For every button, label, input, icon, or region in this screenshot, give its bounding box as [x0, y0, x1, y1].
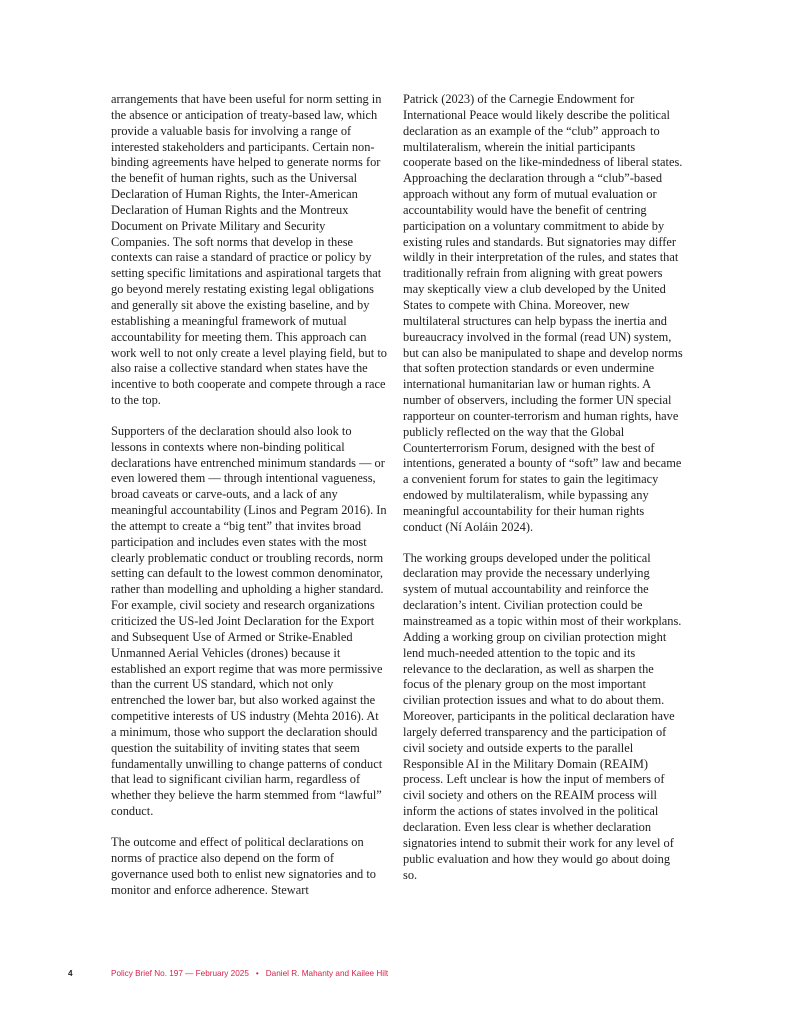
left-paragraph-3: The outcome and effect of political declarations on norms of practice also depend on the form of governance used both to enlist new signatories and to monitor and enforce adherence. Stewart: [111, 834, 376, 897]
footer-authors: Daniel R. Mahanty and Kailee Hilt: [265, 969, 389, 978]
right-column: [403, 92, 683, 898]
left-column: [111, 92, 387, 913]
left-paragraph-1: arrangements that have been useful for norm setting in the absence or anticipation of treaty-based law, which provide a valuable basis for involving a range of interested stakeholders and participants. Certain non-binding agreements have helped to generate norms for the benefit of human rights, such as the Universal Declaration of Human Rights, the Inter-American Declaration of Human Rights and the Montreux Document on Private Military and Security Companies. The soft norms that develop in these contexts can raise a standard of practice or policy by setting specific limitations and aspirational targets that go beyond merely restating existing legal obligations and generally sit above the existing baseline, and by establishing a meaningful framework of mutual accountability for meeting them. This approach can work well to not only create a level playing field, but to also raise a collective standard when states have the incentive to both cooperate and compete through a race to the top.: [111, 92, 387, 408]
footer-citation: [111, 967, 388, 981]
right-paragraph-2: The working groups developed under the political declaration may provide the necessary underlying system of mutual accountability and reinforce the declaration’s intent. Civilian protection could be mainstreamed as a topic within most of their workplans. Adding a working group on civilian protection might lend much-needed attention to the topic and its relevance to the declaration, as well as sharpen the focus of the plenary group on the most important civilian protection issues and what to do about them. Moreover, participants in the political declaration have largely deferred transparency and the participation of civil society and outside experts to the parallel Responsible AI in the Military Domain (REAIM) process. Left unclear is how the input of members of civil society and others on the REAIM process will inform the actions of states involved in the political declaration. Even less clear is whether declaration signatories intend to submit their work for any level of public evaluation and how they would go about doing so.: [403, 550, 682, 882]
left-paragraph-2: Supporters of the declaration should also look to lessons in contexts where non-binding political declarations have entrenched minimum standards — or even lowered them — through intentional vagueness, broad caveats or carve-outs, and a lack of any meaningful accountability (Linos and Pegram 2016). In the attempt to create a “big tent” that invites broad participation and includes even states with the most clearly problematic conduct or troubling records, norm setting can default to the lowest common denominator, rather than modelling and upholding a higher standard. For example, civil society and research organizations criticized the US-led Joint Declaration for the Export and Subsequent Use of Armed or Strike-Enabled Unmanned Aerial Vehicles (drones) because it established an export regime that was more permissive than the current US standard, which not only entrenched the lower bar, but also worked against the competitive interests of US industry (Mehta 2016). At a minimum, those who support the declaration should question the suitability of inviting states that seem fundamentally unwilling to change patterns of conduct that lead to significant civilian harm, regardless of whether they believe the harm stemmed from “lawful” conduct.: [111, 423, 387, 819]
right-paragraph-1: Patrick (2023) of the Carnegie Endowment for International Peace would likely describe the political declaration as an example of the “club” approach to multilateralism, wherein the initial participants cooperate based on the like-mindedness of liberal states. Approaching the declaration through a “club”-based approach without any form of mutual evaluation or accountability would have the benefit of centring participation on a voluntary commitment to abide by existing rules and standards. But signatories may differ wildly in their interpretation of the rules, and states that traditionally refrain from aligning with great powers may skeptically view a club developed by the United States to compete with China. Moreover, new multilateral structures can help bypass the inertia and bureaucracy involved in the formal (read UN) system, but can also be manipulated to shape and develop norms that soften protection standards or even undermine international humanitarian law or human rights. A number of observers, including the former UN special rapporteur on counter-terrorism and human rights, have publicly reflected on the way that the Global Counterterrorism Forum, designed with the best of intentions, generated a bounty of “soft” law and became a convenient forum for states to gain the legitimacy endowed by multilateralism, while bypassing any meaningful accountability for their human rights conduct (Ní Aoláin 2024).: [403, 92, 683, 534]
footer-separator: •: [255, 969, 259, 978]
page-number: 4: [68, 969, 73, 978]
footer-publication: Policy Brief No. 197 — February 2025: [111, 969, 249, 978]
page-footer: [0, 967, 791, 981]
